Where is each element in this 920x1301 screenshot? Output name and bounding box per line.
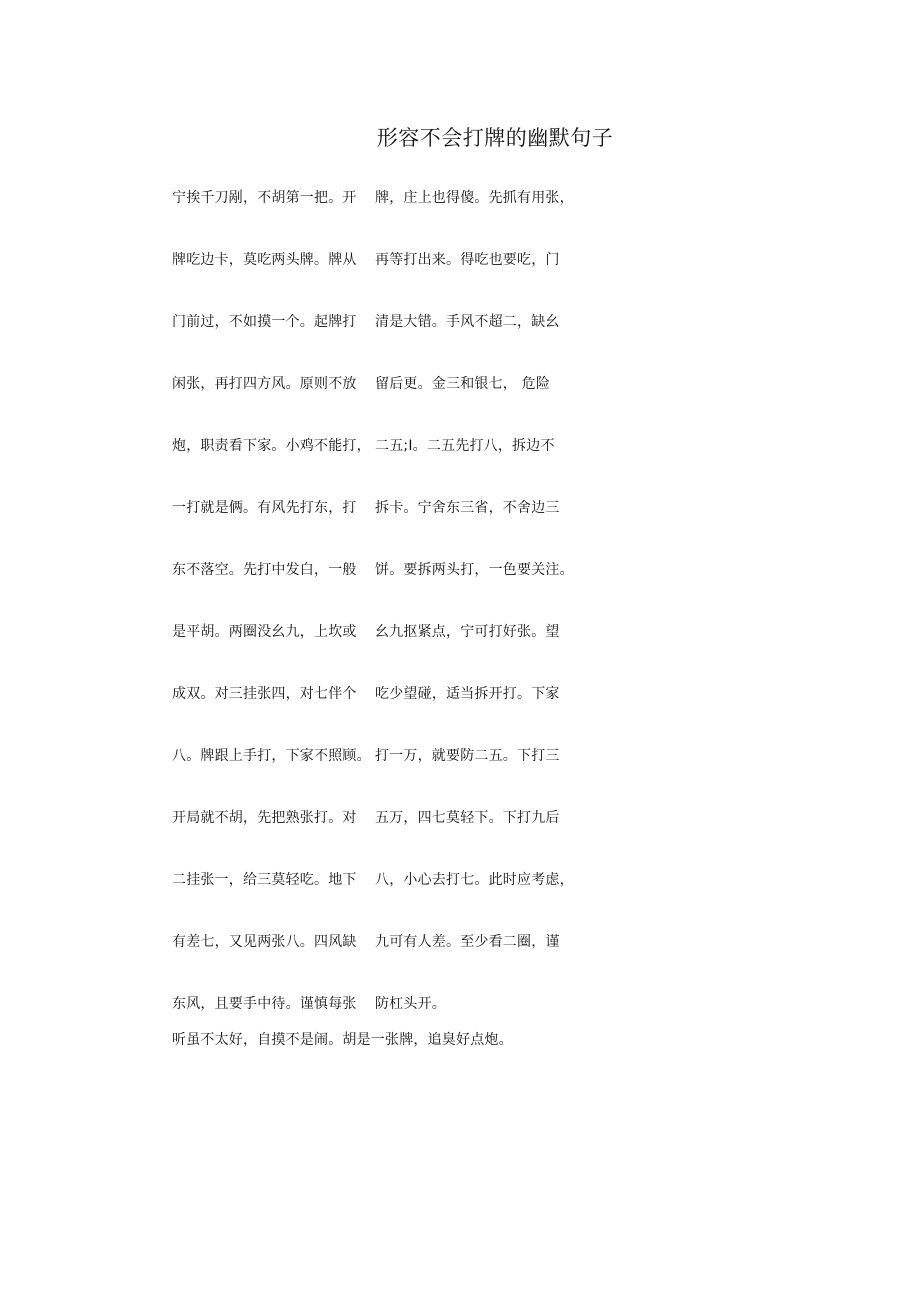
line-left-text: 有差七，又见两张八。四风缺 — [172, 934, 357, 950]
line-right-text: 五万，四七莫轻下。下打九后 — [375, 810, 560, 826]
line-right-text: 二五;Ⅰ。二五先打八，拆边不 — [375, 438, 555, 454]
line-left-text: 八。牌跟上手打，下家不照顾。 — [172, 748, 371, 764]
text-line — [172, 802, 592, 864]
line-right-text: 再等打出来。得吃也要吃，门 — [375, 252, 560, 268]
line-right-text: 打一万，就要防二五。下打三 — [375, 748, 560, 764]
line-right-text: 清是大错。手风不超二，缺幺 — [375, 314, 560, 330]
line-right-text: 拆卡。宁舍东三省，不舍边三 — [375, 500, 560, 516]
text-line — [172, 182, 592, 244]
line-left-text: 开局就不胡，先把熟张打。对 — [172, 810, 357, 826]
text-line — [172, 616, 592, 678]
text-lines — [172, 182, 592, 1050]
line-left-text: 一打就是俩。有风先打东，打 — [172, 500, 357, 516]
line-left-text: 东风，且要手中待。谨慎每张 — [172, 996, 357, 1012]
line-left-text: 闲张，再打四方风。原则不放 — [172, 376, 357, 392]
line-right-text: 九可有人差。至少看二圈，谨 — [375, 934, 560, 950]
line-left-text: 牌吃边卡，莫吃两头牌。牌从 — [172, 252, 357, 268]
line-left-text: 炮，职责看下家。小鸡不能打， — [172, 438, 371, 454]
line-right-text: 吃少望碰，适当拆开打。下家 — [375, 686, 560, 702]
text-line — [172, 492, 592, 554]
text-line — [172, 368, 592, 430]
line-right-text: 饼。要拆两头打，一色要关注。 — [375, 562, 574, 578]
closing-line: 听虽不太好，自摸不是闹。胡是一张牌，追臭好点炮。 — [172, 1032, 513, 1048]
line-left-text: 宁挨千刀剐，不胡第一把。开 — [172, 190, 357, 206]
text-line — [172, 306, 592, 368]
text-line — [172, 244, 592, 306]
line-left-text: 门前过，不如摸一个。起牌打 — [172, 314, 357, 330]
line-right-text: 幺九抠紧点，宁可打好张。望 — [375, 624, 560, 640]
text-line — [172, 554, 592, 616]
line-left-text: 二挂张一，给三莫轻吃。地下 — [172, 872, 357, 888]
text-line — [172, 864, 592, 926]
text-line — [172, 926, 592, 988]
line-left-text: 东不落空。先打中发白，一般 — [172, 562, 357, 578]
document-title: 形容不会打牌的幽默句子 — [376, 126, 614, 150]
line-right-text: 留后更。金三和银七， 危险 — [375, 376, 551, 392]
line-right-text: 防杠头开。 — [375, 996, 446, 1012]
text-line — [172, 430, 592, 492]
line-left-text: 是平胡。两圈没幺九，上坎或 — [172, 624, 357, 640]
line-left-text: 成双。对三挂张四，对七伴个 — [172, 686, 357, 702]
line-right-text: 牌，庄上也得傻。先抓有用张， — [375, 190, 574, 206]
text-line — [172, 740, 592, 802]
line-right-text: 八，小心去打七。此时应考虑， — [375, 872, 574, 888]
text-line — [172, 678, 592, 740]
